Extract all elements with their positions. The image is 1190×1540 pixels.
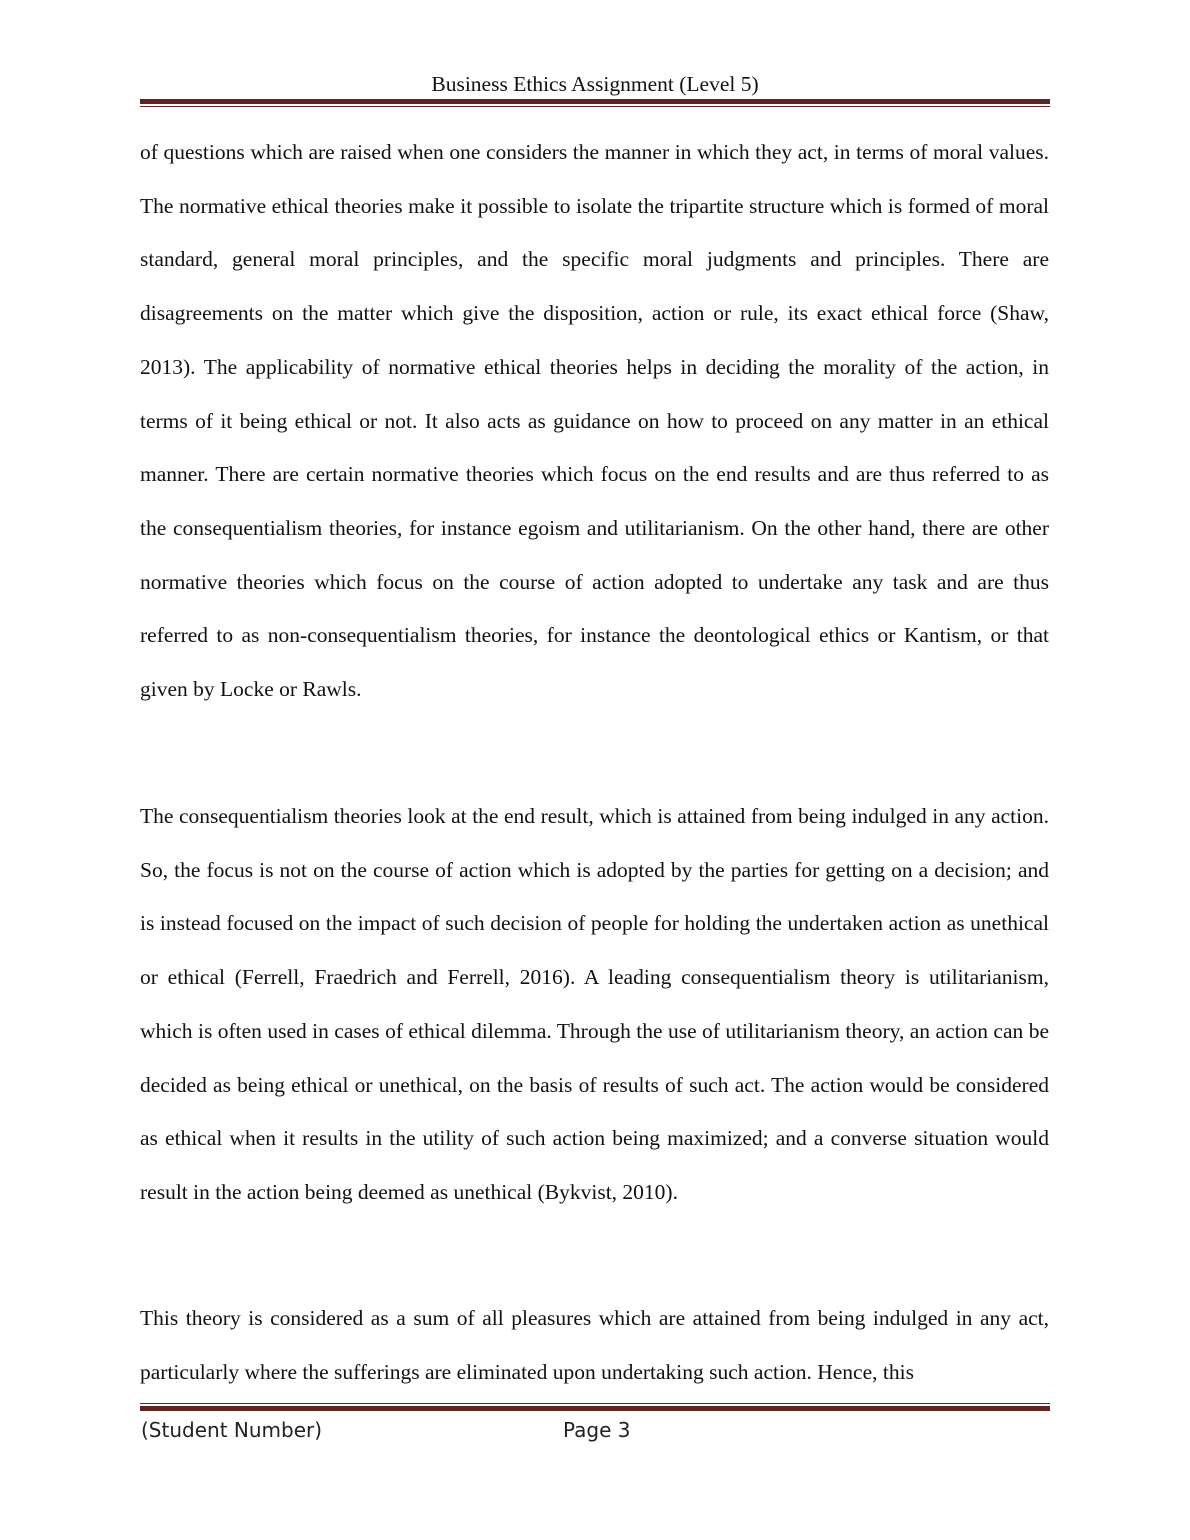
header-title: Business Ethics Assignment (Level 5)	[431, 72, 759, 96]
header-divider-thin	[140, 106, 1050, 107]
footer-divider-thin	[140, 1403, 1050, 1404]
footer-student-number: (Student Number)	[141, 1418, 323, 1442]
body-paragraph-1: of questions which are raised when one considers the manner in which they act, in terms of moral values. The normative ethical theories make it possible to isolate the tripartite structure which is formed of moral standard, general moral principles, and the specific moral judgments and principles. There are disagreements on the matter which give the disposition, action or rule, its exact ethical force (Shaw, 2013). The applicability of normative ethical theories helps in deciding the morality of the action, in terms of it being ethical or not. It also acts as guidance on how to proceed on any matter in an ethical manner. There are certain normative theories which focus on the end results and are thus referred to as the consequentialism theories, for instance egoism and utilitarianism. On the other hand, there are other normative theories which focus on the course of action adopted to undertake any task and are thus referred to as non-consequentialism theories, for instance the deontological ethics or Kantism, or that given by Locke or Rawls.	[140, 140, 1049, 702]
footer-divider-thick	[140, 1406, 1050, 1411]
body-paragraph-3: This theory is considered as a sum of all pleasures which are attained from being indulged in any act, particularly where the sufferings are eliminated upon undertaking such action. Hence, this	[140, 1306, 1049, 1384]
header-divider	[140, 99, 1050, 107]
footer-divider	[140, 1403, 1050, 1411]
body-paragraph-2: The consequentialism theories look at the end result, which is attained from being indulged in any action. So, the focus is not on the course of action which is adopted by the parties for getting on a decision; and is instead focused on the impact of such decision of people for holding the undertaken action as unethical or ethical (Ferrell, Fraedrich and Ferrell, 2016). A leading consequentialism theory is utilitarianism, which is often used in cases of ethical dilemma. Through the use of utilitarianism theory, an action can be decided as being ethical or unethical, on the basis of results of such act. The action would be considered as ethical when it results in the utility of such action being maximized; and a converse situation would result in the action being deemed as unethical (Bykvist, 2010).	[140, 804, 1049, 1204]
header-divider-thick	[140, 99, 1050, 104]
footer-page-number: Page 3	[563, 1418, 631, 1442]
